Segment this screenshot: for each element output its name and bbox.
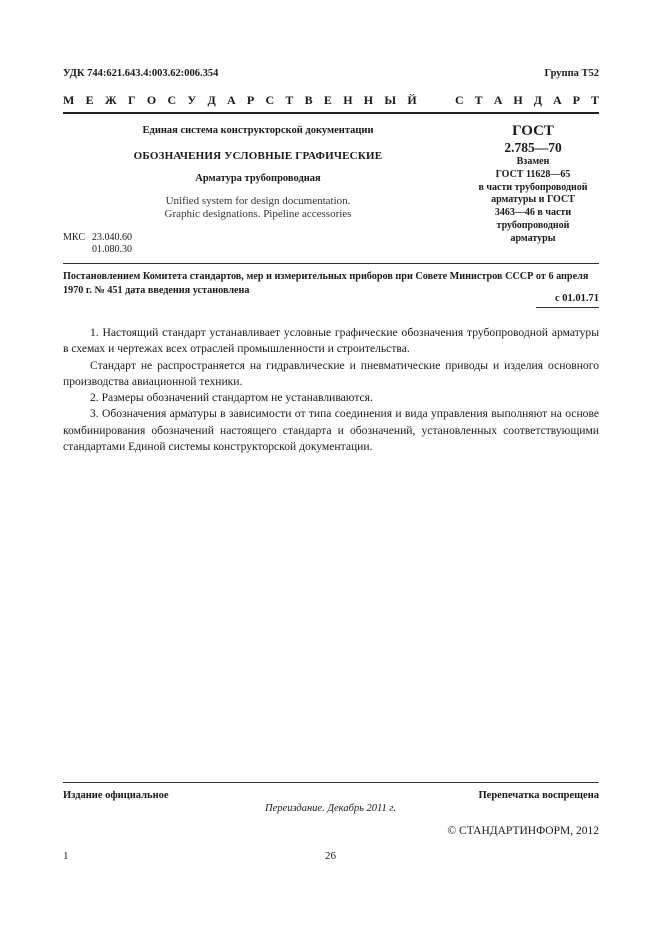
gost-replaces-line: Взамен xyxy=(516,156,550,167)
banner-letter: А xyxy=(226,93,236,107)
group-code: Группа Т52 xyxy=(544,68,599,79)
banner-letter: В xyxy=(304,93,313,107)
page-number-center: 26 xyxy=(325,850,336,862)
gost-replaces-line: трубопроводной xyxy=(496,219,570,231)
paragraph: 1. Настоящий стандарт устанавливает условные графические обозначения трубопроводной арматуры в схемах и чертежах всех отраслей промышленности и строительства. xyxy=(63,326,599,356)
udk-code: УДК 744:621.643.4:003.62:006.354 xyxy=(63,68,219,79)
banner-letter: Ы xyxy=(384,93,397,107)
title-divider xyxy=(63,263,599,264)
mks-label: МКС xyxy=(63,232,85,243)
banner-letter: Д xyxy=(207,93,216,107)
banner-letter: С xyxy=(167,93,177,107)
banner-letter: Е xyxy=(323,93,332,107)
gost-replaces-line: в части трубопроводной xyxy=(478,181,588,193)
gost-number: 2.785—70 xyxy=(504,140,562,155)
banner-letter: А xyxy=(552,93,562,107)
banner-letter: Ж xyxy=(104,93,117,107)
gost-label: ГОСТ xyxy=(512,123,554,139)
mks-code-2: 01.080.30 xyxy=(92,244,132,255)
banner-letter: Е xyxy=(85,93,94,107)
standard-banner xyxy=(63,93,599,108)
paragraph: 2. Размеры обозначений стандартом не устанавливаются. xyxy=(90,391,373,405)
effective-date: с 01.01.71 xyxy=(554,293,599,304)
banner-letter: С xyxy=(455,93,464,107)
banner-letter: Т xyxy=(590,93,599,107)
banner-letter: У xyxy=(187,93,197,107)
gost-replaces-line: ГОСТ 11628—65 xyxy=(495,168,571,180)
decree-text: Постановлением Комитета стандартов, мер и измерительных приборов при Совете Министров СССР от 6 апреля 1970 г. № 451 дата введения установлена xyxy=(63,271,589,296)
gost-replaces-line: арматуры и ГОСТ xyxy=(491,194,575,206)
page-number-left: 1 xyxy=(63,850,69,862)
edition-label: Издание официальное xyxy=(63,790,169,801)
system-title: Единая система конструкторской документации xyxy=(142,125,374,136)
footer-divider xyxy=(63,782,599,783)
header-divider xyxy=(63,112,599,114)
gost-replaces xyxy=(465,156,601,246)
banner-letter: А xyxy=(493,93,503,107)
document-subtitle: Арматура трубопроводная xyxy=(195,173,321,184)
mks-code-1: 23.040.60 xyxy=(92,232,132,243)
banner-letter: Т xyxy=(474,93,483,107)
paragraph: Стандарт не распространяется на гидравлические и пневматические приводы и изделия основного производства авиационной техники. xyxy=(63,358,599,388)
english-title-line1: Unified system for design documentation. xyxy=(165,195,351,207)
banner-letter: Т xyxy=(285,93,294,107)
banner-letter: Н xyxy=(513,93,523,107)
banner-letter: С xyxy=(265,93,275,107)
banner-letter: Р xyxy=(572,93,580,107)
banner-word-interstate xyxy=(63,93,417,108)
banner-letter: Д xyxy=(533,93,542,107)
banner-letter: М xyxy=(63,93,75,107)
gost-replaces-line: 3463—46 в части xyxy=(494,207,572,219)
gost-replaces-line: арматуры xyxy=(510,232,556,244)
paragraph: 3. Обозначения арматуры в зависимости от типа соединения и вида управления выполняют на основе комбинирования обозначений настоящего стандарта и обозначений, установленных соответствующими стандартами Единой системы конструкторской документации. xyxy=(63,407,599,454)
document-title: ОБОЗНАЧЕНИЯ УСЛОВНЫЕ ГРАФИЧЕСКИЕ xyxy=(133,150,383,162)
effective-date-underline xyxy=(536,307,599,308)
reprint-notice: Перепечатка воспрещена xyxy=(478,790,599,801)
banner-letter: О xyxy=(146,93,157,107)
banner-letter: Г xyxy=(127,93,136,107)
copyright: © СТАНДАРТИНФОРМ, 2012 xyxy=(447,825,599,837)
republish-note: Переиздание. Декабрь 2011 г. xyxy=(265,803,396,814)
body-text xyxy=(63,325,599,455)
banner-letter: Н xyxy=(363,93,374,107)
english-title-line2: Graphic designations. Pipeline accessories xyxy=(164,208,352,220)
banner-word-standard xyxy=(455,93,599,108)
banner-letter: Н xyxy=(343,93,353,107)
banner-letter: Й xyxy=(407,93,417,107)
banner-letter: Р xyxy=(246,93,255,107)
